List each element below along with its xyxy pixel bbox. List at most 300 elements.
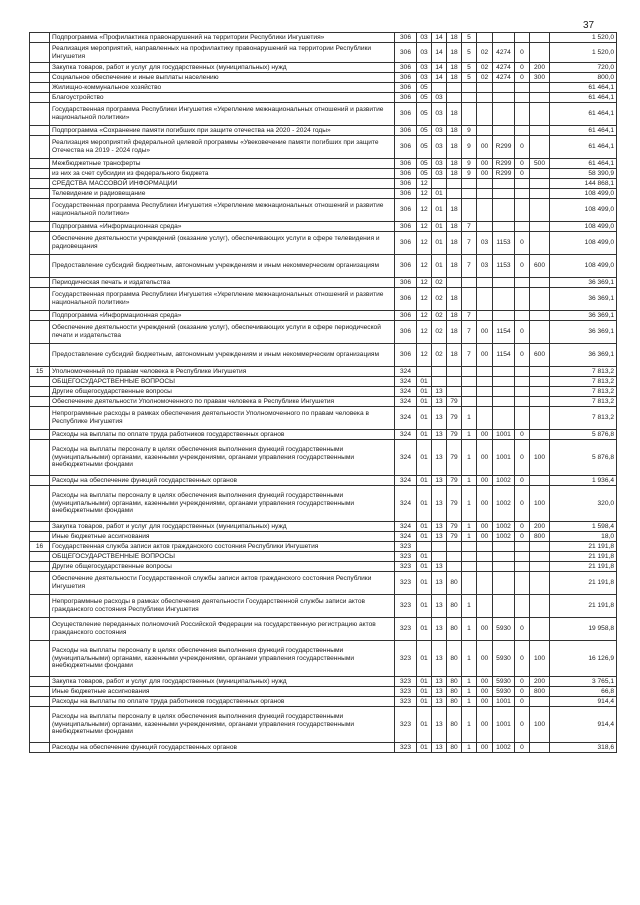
row-number bbox=[30, 552, 50, 562]
code-section: 05 bbox=[417, 169, 432, 179]
code-extra: 0 bbox=[515, 677, 530, 687]
code-subprogram bbox=[462, 387, 477, 397]
code-subprogram bbox=[462, 397, 477, 407]
table-row bbox=[30, 522, 617, 532]
code-event: 02 bbox=[477, 63, 493, 73]
table-row bbox=[30, 321, 617, 344]
code-event: 00 bbox=[477, 697, 493, 707]
code-event: 00 bbox=[477, 430, 493, 440]
code-program: 18 bbox=[447, 43, 462, 63]
code-event: 00 bbox=[477, 440, 493, 476]
code-subsection: 13 bbox=[432, 397, 447, 407]
table-row bbox=[30, 562, 617, 572]
code-program bbox=[447, 278, 462, 288]
code-program: 80 bbox=[447, 677, 462, 687]
code-grbs: 324 bbox=[395, 440, 417, 476]
code-program: 18 bbox=[447, 232, 462, 255]
row-name: Уполномоченный по правам человека в Республике Ингушетия bbox=[50, 367, 395, 377]
code-extra: 0 bbox=[515, 169, 530, 179]
code-direction: 4274 bbox=[493, 73, 515, 83]
code-expense-type bbox=[530, 572, 550, 595]
code-subsection: 13 bbox=[432, 618, 447, 641]
code-expense-type: 200 bbox=[530, 677, 550, 687]
row-name: Другие общегосударственные вопросы bbox=[50, 562, 395, 572]
row-number bbox=[30, 486, 50, 522]
code-section: 12 bbox=[417, 311, 432, 321]
code-event: 00 bbox=[477, 486, 493, 522]
code-event: 00 bbox=[477, 344, 493, 367]
code-section: 12 bbox=[417, 232, 432, 255]
table-row bbox=[30, 532, 617, 542]
code-expense-type: 500 bbox=[530, 159, 550, 169]
row-amount: 108 499,0 bbox=[550, 255, 617, 278]
row-name: Государственная служба записи актов гражданского состояния Республики Ингушетия bbox=[50, 542, 395, 552]
code-subsection: 13 bbox=[432, 641, 447, 677]
code-section bbox=[417, 542, 432, 552]
table-row bbox=[30, 43, 617, 63]
row-number bbox=[30, 311, 50, 321]
row-number bbox=[30, 255, 50, 278]
code-subprogram: 7 bbox=[462, 232, 477, 255]
code-subsection: 13 bbox=[432, 707, 447, 743]
code-section: 01 bbox=[417, 387, 432, 397]
code-expense-type bbox=[530, 126, 550, 136]
code-grbs: 324 bbox=[395, 430, 417, 440]
code-subsection: 02 bbox=[432, 344, 447, 367]
code-expense-type bbox=[530, 43, 550, 63]
code-subsection: 13 bbox=[432, 407, 447, 430]
row-amount: 800,0 bbox=[550, 73, 617, 83]
row-number bbox=[30, 179, 50, 189]
table-row bbox=[30, 33, 617, 43]
code-extra bbox=[515, 189, 530, 199]
code-section: 01 bbox=[417, 440, 432, 476]
table-row bbox=[30, 73, 617, 83]
table-row bbox=[30, 595, 617, 618]
code-grbs: 306 bbox=[395, 288, 417, 311]
code-section: 01 bbox=[417, 552, 432, 562]
code-program: 80 bbox=[447, 707, 462, 743]
code-expense-type: 200 bbox=[530, 63, 550, 73]
row-name: Подпрограмма «Профилактика правонарушений на территории Республики Ингушетия» bbox=[50, 33, 395, 43]
row-amount: 914,4 bbox=[550, 697, 617, 707]
code-expense-type bbox=[530, 430, 550, 440]
code-subsection: 13 bbox=[432, 697, 447, 707]
row-amount: 61 464,1 bbox=[550, 126, 617, 136]
code-program bbox=[447, 562, 462, 572]
code-subsection bbox=[432, 552, 447, 562]
table-row bbox=[30, 552, 617, 562]
code-subprogram bbox=[462, 278, 477, 288]
row-name: Расходы на выплаты персоналу в целях обеспечения выполнения функций государственными (муниципальными) органами, казенными учреждениями, органами управления государственными внебюджетными фондами bbox=[50, 707, 395, 743]
code-subprogram bbox=[462, 179, 477, 189]
code-direction bbox=[493, 552, 515, 562]
code-grbs: 324 bbox=[395, 522, 417, 532]
code-direction: 1002 bbox=[493, 486, 515, 522]
code-extra bbox=[515, 288, 530, 311]
code-program: 18 bbox=[447, 73, 462, 83]
code-grbs: 323 bbox=[395, 542, 417, 552]
row-number bbox=[30, 136, 50, 159]
code-expense-type bbox=[530, 387, 550, 397]
code-grbs: 324 bbox=[395, 367, 417, 377]
code-event bbox=[477, 407, 493, 430]
code-extra: 0 bbox=[515, 522, 530, 532]
code-expense-type bbox=[530, 189, 550, 199]
row-number bbox=[30, 707, 50, 743]
row-name: Благоустройство bbox=[50, 93, 395, 103]
code-subsection: 01 bbox=[432, 232, 447, 255]
code-direction bbox=[493, 33, 515, 43]
code-expense-type: 600 bbox=[530, 255, 550, 278]
code-grbs: 306 bbox=[395, 232, 417, 255]
code-subprogram: 7 bbox=[462, 321, 477, 344]
code-subprogram: 7 bbox=[462, 255, 477, 278]
code-grbs: 306 bbox=[395, 159, 417, 169]
row-name: Закупка товаров, работ и услуг для государственных (муниципальных) нужд bbox=[50, 677, 395, 687]
code-section: 01 bbox=[417, 572, 432, 595]
table-row bbox=[30, 440, 617, 476]
code-extra: 0 bbox=[515, 430, 530, 440]
code-grbs: 324 bbox=[395, 377, 417, 387]
code-direction: 4274 bbox=[493, 63, 515, 73]
row-name: СРЕДСТВА МАССОВОЙ ИНФОРМАЦИИ bbox=[50, 179, 395, 189]
code-extra bbox=[515, 572, 530, 595]
row-amount: 1 520,0 bbox=[550, 43, 617, 63]
code-subprogram bbox=[462, 83, 477, 93]
row-number bbox=[30, 126, 50, 136]
row-number bbox=[30, 159, 50, 169]
code-extra: 0 bbox=[515, 743, 530, 753]
code-extra: 0 bbox=[515, 618, 530, 641]
table-row bbox=[30, 169, 617, 179]
code-event bbox=[477, 288, 493, 311]
code-direction: 5930 bbox=[493, 618, 515, 641]
code-subsection: 14 bbox=[432, 73, 447, 83]
code-expense-type bbox=[530, 179, 550, 189]
row-number bbox=[30, 278, 50, 288]
table-row bbox=[30, 542, 617, 552]
code-program bbox=[447, 189, 462, 199]
row-amount: 36 369,1 bbox=[550, 321, 617, 344]
code-direction: 1002 bbox=[493, 476, 515, 486]
code-event bbox=[477, 311, 493, 321]
table-row bbox=[30, 697, 617, 707]
code-extra bbox=[515, 542, 530, 552]
row-number bbox=[30, 169, 50, 179]
row-amount: 7 813,2 bbox=[550, 377, 617, 387]
code-extra: 0 bbox=[515, 440, 530, 476]
code-extra: 0 bbox=[515, 255, 530, 278]
code-subsection: 13 bbox=[432, 387, 447, 397]
row-name: Расходы на выплаты персоналу в целях обеспечения выполнения функций государственными (муниципальными) органами, казенными учреждениями, органами управления государственными внебюджетными фондами bbox=[50, 486, 395, 522]
code-extra: 0 bbox=[515, 232, 530, 255]
code-program: 18 bbox=[447, 33, 462, 43]
row-number bbox=[30, 83, 50, 93]
code-event bbox=[477, 126, 493, 136]
code-program: 18 bbox=[447, 159, 462, 169]
code-expense-type bbox=[530, 83, 550, 93]
row-number bbox=[30, 562, 50, 572]
code-extra: 0 bbox=[515, 641, 530, 677]
row-amount: 7 813,2 bbox=[550, 387, 617, 397]
code-subprogram: 9 bbox=[462, 169, 477, 179]
code-section: 12 bbox=[417, 321, 432, 344]
code-grbs: 306 bbox=[395, 278, 417, 288]
code-subprogram: 5 bbox=[462, 63, 477, 73]
code-direction: 1153 bbox=[493, 255, 515, 278]
code-subprogram: 9 bbox=[462, 126, 477, 136]
code-program: 18 bbox=[447, 222, 462, 232]
code-subprogram: 1 bbox=[462, 707, 477, 743]
code-event: 00 bbox=[477, 169, 493, 179]
code-direction bbox=[493, 367, 515, 377]
code-expense-type bbox=[530, 562, 550, 572]
code-grbs: 323 bbox=[395, 595, 417, 618]
code-subprogram: 1 bbox=[462, 618, 477, 641]
code-extra: 0 bbox=[515, 476, 530, 486]
code-program: 80 bbox=[447, 687, 462, 697]
code-extra: 0 bbox=[515, 707, 530, 743]
table-row bbox=[30, 476, 617, 486]
code-program: 79 bbox=[447, 430, 462, 440]
row-name: Периодическая печать и издательства bbox=[50, 278, 395, 288]
row-number bbox=[30, 430, 50, 440]
code-event bbox=[477, 562, 493, 572]
code-event bbox=[477, 83, 493, 93]
code-grbs: 323 bbox=[395, 697, 417, 707]
row-name: Обеспечение деятельности Государственной службы записи актов гражданского состояния Республики Ингушетия bbox=[50, 572, 395, 595]
code-subprogram: 1 bbox=[462, 677, 477, 687]
code-subsection: 03 bbox=[432, 93, 447, 103]
row-amount: 3 765,1 bbox=[550, 677, 617, 687]
code-subsection: 02 bbox=[432, 321, 447, 344]
code-direction bbox=[493, 377, 515, 387]
code-direction: 1002 bbox=[493, 522, 515, 532]
code-event bbox=[477, 199, 493, 222]
table-row bbox=[30, 278, 617, 288]
code-grbs: 323 bbox=[395, 552, 417, 562]
code-direction: 1154 bbox=[493, 344, 515, 367]
code-expense-type bbox=[530, 232, 550, 255]
row-number bbox=[30, 532, 50, 542]
code-subprogram: 1 bbox=[462, 486, 477, 522]
row-name: Жилищно-коммунальное хозяйство bbox=[50, 83, 395, 93]
row-name: Обеспечение деятельности Уполномоченного по правам человека в Республике Ингушетия bbox=[50, 397, 395, 407]
code-event bbox=[477, 552, 493, 562]
code-section: 12 bbox=[417, 288, 432, 311]
code-section: 03 bbox=[417, 33, 432, 43]
code-grbs: 306 bbox=[395, 344, 417, 367]
code-event bbox=[477, 93, 493, 103]
row-number bbox=[30, 618, 50, 641]
code-expense-type bbox=[530, 103, 550, 126]
code-expense-type bbox=[530, 199, 550, 222]
code-expense-type bbox=[530, 407, 550, 430]
row-name: Расходы на выплаты персоналу в целях обеспечения выполнения функций государственными (муниципальными) органами, казенными учреждениями, органами управления государственными внебюджетными фондами bbox=[50, 641, 395, 677]
row-amount: 7 813,2 bbox=[550, 397, 617, 407]
code-grbs: 306 bbox=[395, 73, 417, 83]
code-subsection: 13 bbox=[432, 486, 447, 522]
code-program: 80 bbox=[447, 572, 462, 595]
table-row bbox=[30, 407, 617, 430]
code-expense-type: 100 bbox=[530, 707, 550, 743]
row-amount: 7 813,2 bbox=[550, 367, 617, 377]
code-subsection: 02 bbox=[432, 278, 447, 288]
code-extra bbox=[515, 179, 530, 189]
code-grbs: 324 bbox=[395, 397, 417, 407]
code-grbs: 306 bbox=[395, 93, 417, 103]
code-event bbox=[477, 377, 493, 387]
row-name: Подпрограмма «Информационная среда» bbox=[50, 222, 395, 232]
code-subprogram: 7 bbox=[462, 222, 477, 232]
code-event bbox=[477, 387, 493, 397]
code-event: 00 bbox=[477, 159, 493, 169]
row-amount: 5 876,8 bbox=[550, 430, 617, 440]
code-subsection: 13 bbox=[432, 572, 447, 595]
code-extra: 0 bbox=[515, 136, 530, 159]
code-grbs: 306 bbox=[395, 321, 417, 344]
code-direction bbox=[493, 189, 515, 199]
row-number bbox=[30, 321, 50, 344]
row-number bbox=[30, 397, 50, 407]
row-name: Закупка товаров, работ и услуг для государственных (муниципальных) нужд bbox=[50, 522, 395, 532]
code-grbs: 323 bbox=[395, 641, 417, 677]
code-grbs: 306 bbox=[395, 169, 417, 179]
code-event bbox=[477, 595, 493, 618]
code-expense-type bbox=[530, 93, 550, 103]
code-subprogram bbox=[462, 572, 477, 595]
code-section: 01 bbox=[417, 407, 432, 430]
code-section: 05 bbox=[417, 93, 432, 103]
code-event: 00 bbox=[477, 476, 493, 486]
code-expense-type bbox=[530, 542, 550, 552]
row-name: ОБЩЕГОСУДАРСТВЕННЫЕ ВОПРОСЫ bbox=[50, 552, 395, 562]
code-extra bbox=[515, 311, 530, 321]
code-subsection: 13 bbox=[432, 743, 447, 753]
code-extra bbox=[515, 278, 530, 288]
code-direction: R299 bbox=[493, 136, 515, 159]
code-extra: 0 bbox=[515, 486, 530, 522]
code-event: 00 bbox=[477, 532, 493, 542]
code-grbs: 306 bbox=[395, 103, 417, 126]
code-subprogram: 7 bbox=[462, 311, 477, 321]
code-program: 80 bbox=[447, 618, 462, 641]
code-subsection: 13 bbox=[432, 430, 447, 440]
row-number bbox=[30, 199, 50, 222]
table-row bbox=[30, 572, 617, 595]
code-direction bbox=[493, 288, 515, 311]
table-row bbox=[30, 93, 617, 103]
code-expense-type bbox=[530, 311, 550, 321]
row-number bbox=[30, 476, 50, 486]
code-subsection: 02 bbox=[432, 311, 447, 321]
code-extra bbox=[515, 103, 530, 126]
row-number bbox=[30, 595, 50, 618]
code-extra bbox=[515, 407, 530, 430]
code-section: 05 bbox=[417, 126, 432, 136]
row-name: Иные бюджетные ассигнования bbox=[50, 532, 395, 542]
row-amount: 720,0 bbox=[550, 63, 617, 73]
code-event: 02 bbox=[477, 43, 493, 63]
code-extra bbox=[515, 199, 530, 222]
row-name: Предоставление субсидий бюджетным, автономным учреждениям и иным некоммерческим организациям bbox=[50, 344, 395, 367]
row-amount: 61 464,1 bbox=[550, 93, 617, 103]
row-amount: 108 499,0 bbox=[550, 222, 617, 232]
code-expense-type bbox=[530, 367, 550, 377]
row-number bbox=[30, 222, 50, 232]
code-subsection: 01 bbox=[432, 255, 447, 278]
code-extra: 0 bbox=[515, 532, 530, 542]
row-number bbox=[30, 288, 50, 311]
code-subprogram: 5 bbox=[462, 73, 477, 83]
code-section: 12 bbox=[417, 344, 432, 367]
page-number: 37 bbox=[583, 20, 595, 31]
code-section: 01 bbox=[417, 532, 432, 542]
code-direction bbox=[493, 278, 515, 288]
code-subsection: 13 bbox=[432, 476, 447, 486]
code-section: 01 bbox=[417, 562, 432, 572]
code-section: 01 bbox=[417, 687, 432, 697]
table-row bbox=[30, 486, 617, 522]
code-section: 01 bbox=[417, 595, 432, 618]
code-subprogram bbox=[462, 542, 477, 552]
code-program: 18 bbox=[447, 103, 462, 126]
code-direction bbox=[493, 126, 515, 136]
code-program: 79 bbox=[447, 522, 462, 532]
row-number bbox=[30, 33, 50, 43]
row-amount: 21 191,8 bbox=[550, 562, 617, 572]
row-amount: 5 876,8 bbox=[550, 440, 617, 476]
code-program: 18 bbox=[447, 344, 462, 367]
row-name: Другие общегосударственные вопросы bbox=[50, 387, 395, 397]
code-subprogram: 1 bbox=[462, 430, 477, 440]
code-event bbox=[477, 103, 493, 126]
code-section bbox=[417, 367, 432, 377]
code-subsection: 03 bbox=[432, 126, 447, 136]
table-row bbox=[30, 136, 617, 159]
code-subprogram: 9 bbox=[462, 159, 477, 169]
code-subprogram: 1 bbox=[462, 522, 477, 532]
code-event: 03 bbox=[477, 255, 493, 278]
row-number bbox=[30, 440, 50, 476]
code-program: 79 bbox=[447, 476, 462, 486]
code-section: 05 bbox=[417, 83, 432, 93]
code-program: 18 bbox=[447, 169, 462, 179]
code-section: 01 bbox=[417, 522, 432, 532]
row-amount: 66,8 bbox=[550, 687, 617, 697]
code-grbs: 306 bbox=[395, 189, 417, 199]
row-name: ОБЩЕГОСУДАРСТВЕННЫЕ ВОПРОСЫ bbox=[50, 377, 395, 387]
code-direction bbox=[493, 103, 515, 126]
code-extra bbox=[515, 222, 530, 232]
table-row bbox=[30, 159, 617, 169]
code-grbs: 323 bbox=[395, 687, 417, 697]
code-grbs: 323 bbox=[395, 562, 417, 572]
code-expense-type bbox=[530, 169, 550, 179]
code-event bbox=[477, 33, 493, 43]
code-direction: 1002 bbox=[493, 532, 515, 542]
code-subprogram bbox=[462, 93, 477, 103]
code-expense-type bbox=[530, 552, 550, 562]
table-row bbox=[30, 387, 617, 397]
code-expense-type: 200 bbox=[530, 522, 550, 532]
code-section: 01 bbox=[417, 707, 432, 743]
table-row bbox=[30, 367, 617, 377]
row-name: Обеспечение деятельности учреждений (оказание услуг), обеспечивающих услуги в сфере телевидения и радиовещания bbox=[50, 232, 395, 255]
code-event: 00 bbox=[477, 641, 493, 677]
row-name: Государственная программа Республики Ингушетия «Укрепление межнациональных отношений и развитие национальной политики» bbox=[50, 103, 395, 126]
